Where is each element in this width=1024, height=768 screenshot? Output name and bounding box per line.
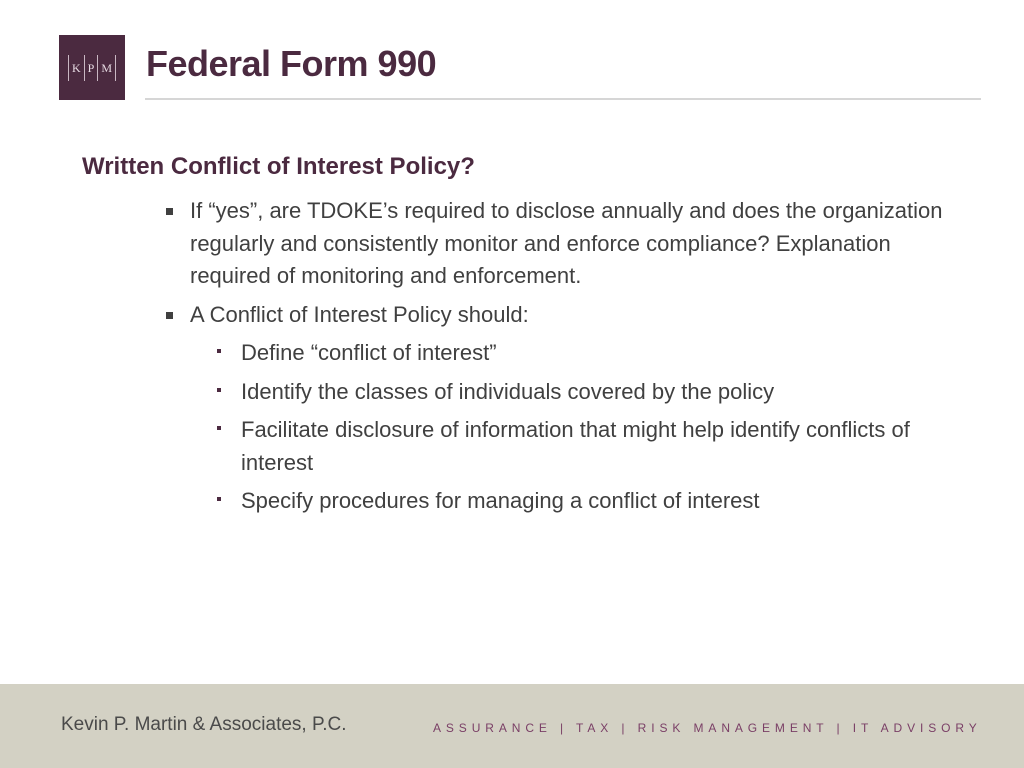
small-square-bullet-icon bbox=[217, 388, 221, 392]
sub-bullet-text: Specify procedures for managing a conflict of interest bbox=[241, 488, 760, 513]
logo-letter-k: K bbox=[71, 60, 81, 75]
firm-name: Kevin P. Martin & Associates, P.C. bbox=[61, 714, 347, 735]
logo-letter-m: M bbox=[101, 60, 113, 75]
sub-bullet-list bbox=[241, 337, 962, 518]
bullet-text: If “yes”, are TDOKE’s required to disclose annually and does the organization regularly and consistently monitor and enforce compliance? Explanation required of monitoring and enforcement. bbox=[190, 198, 943, 288]
small-square-bullet-icon bbox=[217, 426, 221, 430]
sub-bullet-text: Identify the classes of individuals covered by the policy bbox=[241, 378, 775, 404]
sub-bullet-item bbox=[241, 485, 962, 518]
slide-title: Federal Form 990 bbox=[146, 43, 437, 84]
section-heading: Written Conflict of Interest Policy? bbox=[82, 153, 475, 180]
sub-bullet-text: Facilitate disclosure of information that might help identify conflicts of interest bbox=[241, 417, 910, 475]
sub-bullet-text: Define “conflict of interest” bbox=[241, 340, 497, 365]
small-square-bullet-icon bbox=[217, 349, 221, 353]
bullet-list bbox=[190, 195, 962, 518]
bullet-item bbox=[190, 195, 962, 293]
square-bullet-icon bbox=[166, 208, 173, 215]
square-bullet-icon bbox=[166, 312, 173, 319]
logo-letter-p: P bbox=[87, 60, 95, 75]
sub-bullet-item bbox=[241, 337, 962, 370]
kpm-logo-letters bbox=[68, 55, 116, 81]
bullet-text: A Conflict of Interest Policy should: bbox=[190, 301, 529, 327]
sub-bullet-item bbox=[241, 414, 962, 479]
sub-bullet-item bbox=[241, 376, 962, 409]
kpm-logo bbox=[59, 35, 125, 100]
bullet-item bbox=[190, 299, 962, 518]
footer-bar bbox=[0, 684, 1024, 768]
small-square-bullet-icon bbox=[217, 497, 221, 501]
slide-content bbox=[82, 150, 962, 524]
services-tagline: ASSURANCE | TAX | RISK MANAGEMENT | IT ADVISORY bbox=[433, 721, 982, 735]
title-divider bbox=[145, 98, 981, 100]
